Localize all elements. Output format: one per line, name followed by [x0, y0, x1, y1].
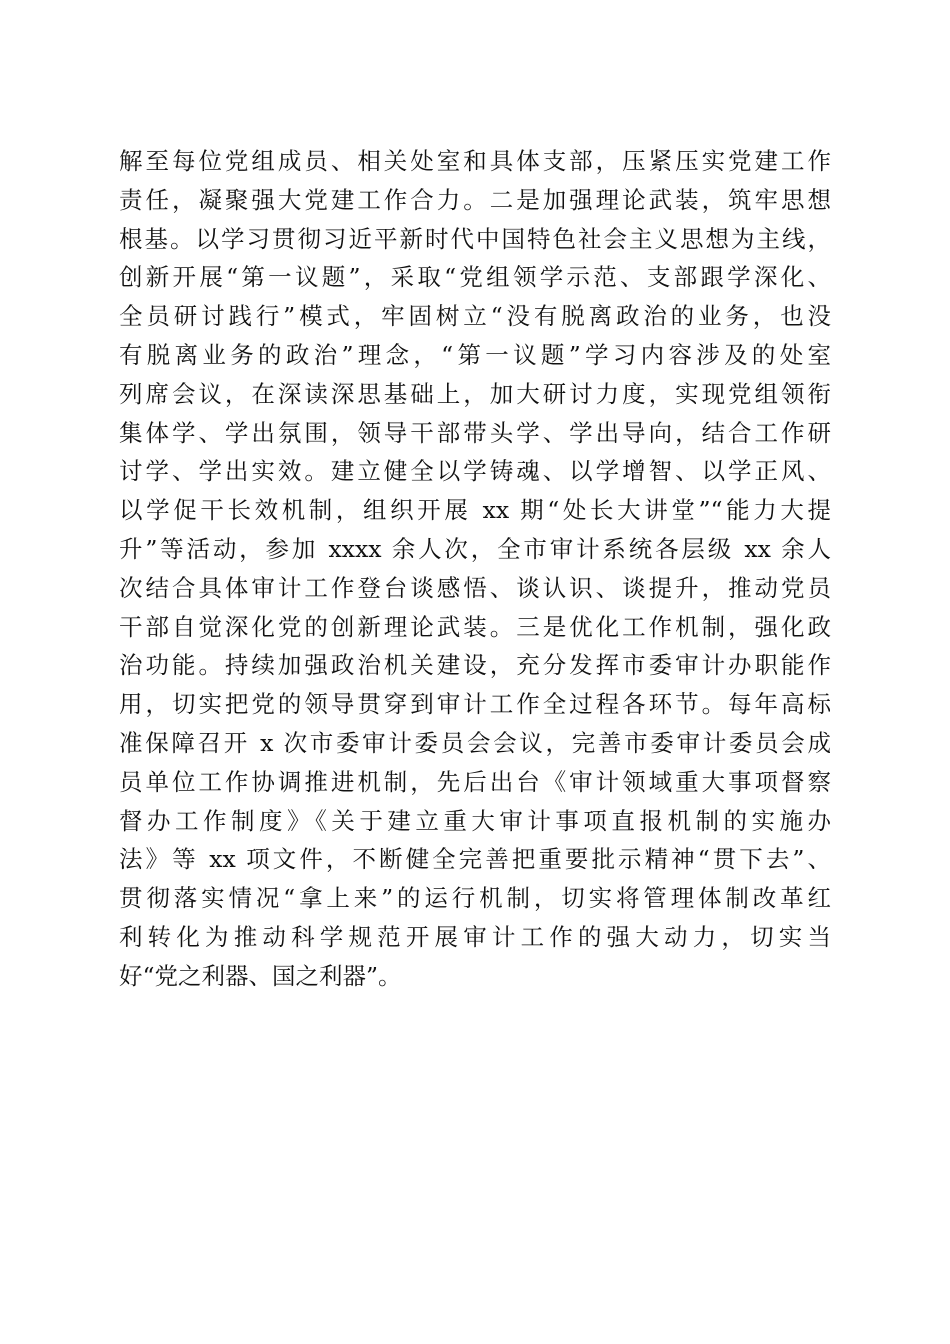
text-line-2: 责任，凝聚强大党建工作合力。二是加强理论武装，筑牢思想	[119, 185, 831, 214]
text-line-4: 创新开展“第一议题”，采取“党组领学示范、支部跟学深化、	[119, 263, 831, 292]
text-line-16: 准保障召开 x 次市委审计委员会会议，完善市委审计委员会成	[119, 728, 831, 757]
text-line-1: 解至每位党组成员、相关处室和具体支部，压紧压实党建工作	[119, 147, 831, 175]
text-line-21: 利转化为推动科学规范开展审计工作的强大动力，切实当	[119, 922, 831, 951]
text-line-18: 督办工作制度》《关于建立重大审计事项直报机制的实施办	[119, 806, 831, 835]
text-line-17: 员单位工作协调推进机制，先后出台《审计领域重大事项督察	[119, 767, 831, 796]
text-line-14: 治功能。持续加强政治机关建设，充分发挥市委审计办职能作	[119, 651, 831, 680]
text-line-11: 升”等活动，参加 xxxx 余人次，全市审计系统各层级 xx 余人	[119, 534, 831, 563]
text-line-5: 全员研讨践行”模式，牢固树立“没有脱离政治的业务，也没	[119, 302, 831, 331]
text-line-8: 集体学、学出氛围，领导干部带头学、学出导向，结合工作研	[119, 418, 831, 447]
text-line-20: 贯彻落实情况“拿上来”的运行机制，切实将管理体制改革红	[119, 884, 831, 913]
text-line-15: 用，切实把党的领导贯穿到审计工作全过程各环节。每年高标	[119, 690, 831, 719]
text-line-10: 以学促干长效机制，组织开展 xx 期“处长大讲堂”“能力大提	[119, 496, 831, 525]
text-line-6: 有脱离业务的政治”理念，“第一议题”学习内容涉及的处室	[119, 340, 831, 369]
text-line-12: 次结合具体审计工作登台谈感悟、谈认识、谈提升，推动党员	[119, 573, 831, 602]
text-line-13: 干部自觉深化党的创新理论武装。三是优化工作机制，强化政	[119, 612, 831, 641]
text-line-19: 法》等 xx 项文件，不断健全完善把重要批示精神“贯下去”、	[119, 845, 831, 874]
body-paragraph	[119, 142, 831, 996]
text-line-9: 讨学、学出实效。建立健全以学铸魂、以学增智、以学正风、	[119, 457, 831, 486]
text-line-7: 列席会议，在深读深思基础上，加大研讨力度，实现党组领衔	[119, 379, 831, 408]
text-line-3: 根基。以学习贯彻习近平新时代中国特色社会主义思想为主线，	[119, 224, 831, 253]
text-line-22: 好“党之利器、国之利器”。	[119, 961, 402, 990]
